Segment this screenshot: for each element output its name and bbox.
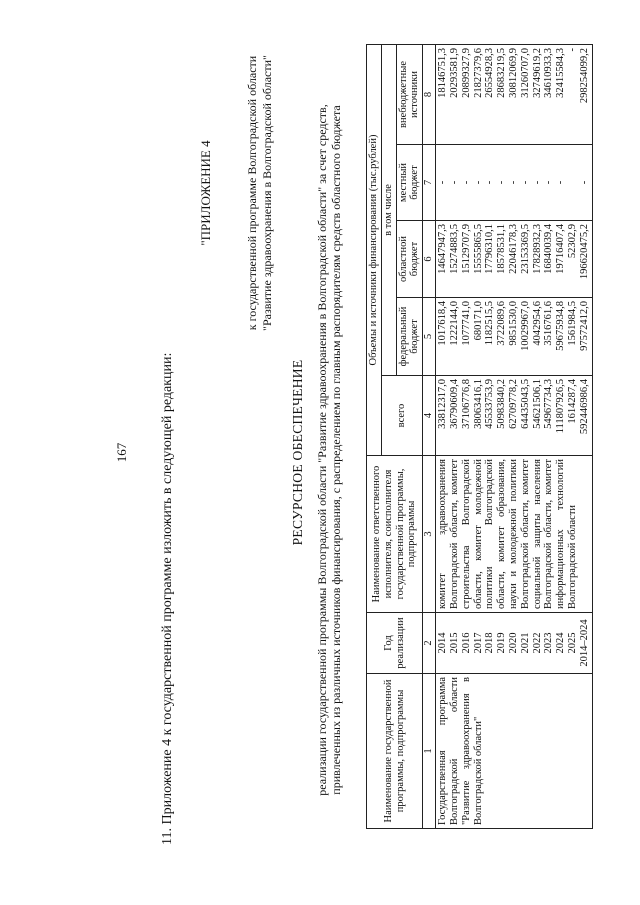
header-extrabudget: внебюджетные источники (396, 44, 423, 144)
cell-value: 2018 (484, 632, 496, 654)
appendix-label: "ПРИЛОЖЕНИЕ 4 (198, 140, 213, 246)
cell-value: 1017618,4 (437, 301, 449, 346)
regional-cell (436, 221, 592, 298)
page-number: 167 (114, 442, 129, 463)
column-number-row (423, 44, 436, 828)
cell-value: 592446986,4 (578, 379, 590, 435)
cell-value: 2014 (437, 632, 449, 654)
cell-value: 111807926,5 (555, 379, 567, 434)
cell-value: 1614287,4 (566, 379, 578, 424)
cell-value: 38063416,1 (472, 379, 484, 429)
cell-value: 97572412,0 (578, 301, 590, 351)
cell-value: 20899327,9 (460, 47, 472, 98)
cell-value: 2025 (566, 632, 578, 654)
cell-value: 34610933,3 (543, 47, 555, 98)
cell-value: - (555, 180, 567, 185)
column-number: 1 (423, 674, 436, 829)
column-number: 5 (423, 298, 436, 376)
cell-value: 54967734,3 (543, 379, 555, 429)
header-including: в том числе (381, 44, 396, 375)
subtitle-line-2: привлеченных из различных источников финансирования, с распределением по главным распорядителям средств областного бюджета (329, 105, 343, 795)
cell-value (567, 148, 579, 217)
local-cell (436, 145, 592, 221)
cell-value: - (448, 180, 460, 185)
cell-value: 26554928,3 (484, 47, 496, 98)
cell-value: 298254099,2 (578, 47, 590, 104)
cell-value: 2016 (460, 632, 472, 654)
cell-value: - (519, 180, 531, 185)
cell-value: 50983840,2 (496, 379, 508, 429)
cell-value: 19716407,4 (555, 224, 567, 274)
document-subtitle (315, 65, 343, 835)
cell-value: 28683219,5 (496, 47, 508, 98)
header-total: всего (381, 376, 422, 456)
cell-value: - (543, 180, 555, 185)
cell-value: - (484, 180, 496, 185)
header-executor: Наименование ответственного исполнителя, соисполнителя государственной программы, подпрограммы (367, 456, 423, 613)
years-cell (436, 613, 592, 674)
header-federal: федеральный бюджет (396, 298, 423, 376)
cell-value: 18146751,3 (437, 47, 449, 98)
rotated-page (64, 0, 640, 905)
cell-value: 1561984,5 (566, 301, 578, 346)
federal-cell (436, 298, 592, 376)
cell-value: 3722089,6 (496, 301, 508, 346)
cell-value: 2014–2024 (578, 619, 590, 667)
appendix-ref-line-1: к государственной программе Волгоградской области (245, 55, 259, 331)
cell-value: 22046178,3 (507, 224, 519, 274)
cell-value: 1077741,0 (460, 301, 472, 346)
cell-value: 2021 (519, 632, 531, 654)
header-local: местный бюджет (396, 145, 423, 221)
cell-value: 10029967,0 (519, 301, 531, 351)
cell-value: 36790609,4 (448, 379, 460, 429)
cell-value: 31260707,0 (519, 47, 531, 98)
cell-value: 54621506,1 (531, 379, 543, 429)
cell-value: 17828932,3 (531, 224, 543, 274)
cell-value: 62709778,2 (507, 379, 519, 429)
cell-value: 2022 (531, 632, 543, 654)
cell-value: 18578531,1 (496, 224, 508, 274)
cell-value: 16840039,4 (543, 224, 555, 274)
column-number: 6 (423, 221, 436, 298)
executors-cell: комитет здравоохранения Волгоградской области, комитет строительства Волгоградской области, комитет молодежной политики Волгоградской области, комитет образования, науки и молодежной политики Волгоградской области, комитет социальной защиты населения Волгоградской области, комитет информационных технологий Волгоградской области (436, 456, 592, 613)
cell-value: - (437, 180, 449, 185)
cell-value: 1182515,5 (484, 301, 496, 346)
cell-value: 45533753,9 (484, 379, 496, 429)
cell-value: 30812069,9 (507, 47, 519, 98)
cell-value: 17796310,1 (484, 224, 496, 274)
cell-value: 4042954,6 (531, 301, 543, 346)
cell-value: 1222144,0 (448, 301, 460, 346)
program-name-cell: Государственная программа Волгоградской области "Развитие здравоохранения в Волгоградской области" (436, 674, 592, 829)
cell-value: 15555865,5 (472, 224, 484, 274)
cell-value: 21827379,6 (472, 47, 484, 98)
column-number: 3 (423, 456, 436, 613)
header-year: Год реализации (367, 613, 423, 674)
cell-value: 52302,9 (566, 224, 578, 259)
column-number: 2 (423, 613, 436, 674)
cell-value: 2023 (543, 632, 555, 654)
cell-value: - (472, 180, 484, 185)
cell-value: - (578, 180, 590, 185)
cell-value: - (531, 180, 543, 185)
cell-value: 2024 (555, 632, 567, 654)
subtitle-line-1: реализации государственной программы Волгоградской области "Развитие здравоохранения в Волгоградской области" за счет средств, (315, 104, 329, 796)
program-row (436, 44, 592, 828)
cell-value: - (460, 180, 472, 185)
cell-value: 33812317,0 (437, 379, 449, 429)
cell-value: 59675934,8 (555, 301, 567, 351)
cell-value: 32749619,2 (531, 47, 543, 98)
cell-value: 23153369,5 (519, 224, 531, 274)
cell-value: 15274883,5 (448, 224, 460, 274)
header-program-name: Наименование государственной программы, подпрограммы (367, 674, 423, 829)
document-heading: РЕСУРСНОЕ ОБЕСПЕЧЕНИЕ (290, 359, 305, 546)
cell-value: 14647947,3 (437, 224, 449, 274)
cell-value: 196620475,2 (578, 224, 590, 280)
header-volumes: Объемы и источники финансирования (тыс.рублей) (367, 44, 382, 455)
cell-value: 64435043,5 (519, 379, 531, 429)
cell-value: - (507, 180, 519, 185)
cell-value: 9851530,0 (507, 301, 519, 346)
header-regional: областной бюджет (396, 221, 423, 298)
cell-value: 2019 (496, 632, 508, 654)
cell-value: - (566, 47, 578, 52)
cell-value: 37106776,8 (460, 379, 472, 429)
cell-value: 20293581,9 (448, 47, 460, 98)
cell-value: 2017 (472, 632, 484, 654)
cell-value: - (496, 180, 508, 185)
column-number: 4 (423, 376, 436, 456)
total-cell (436, 376, 592, 456)
cell-value: 680171,0 (472, 301, 484, 341)
cell-value: 32415584,3 (555, 47, 567, 98)
extrabudget-cell (436, 44, 592, 144)
cell-value: 2015 (448, 632, 460, 654)
appendix-reference (245, 48, 275, 338)
appendix-ref-line-2: "Развитие здравоохранения в Волгоградской области" (260, 55, 274, 331)
column-number: 7 (423, 145, 436, 221)
column-number: 8 (423, 44, 436, 144)
cell-value: 2020 (507, 632, 519, 654)
item-intro: 11. Приложение 4 к государственной программе изложить в следующей редакции: (160, 352, 175, 845)
funding-table (366, 44, 593, 829)
cell-value: 3516761,6 (543, 301, 555, 346)
cell-value: 15129707,9 (460, 224, 472, 274)
